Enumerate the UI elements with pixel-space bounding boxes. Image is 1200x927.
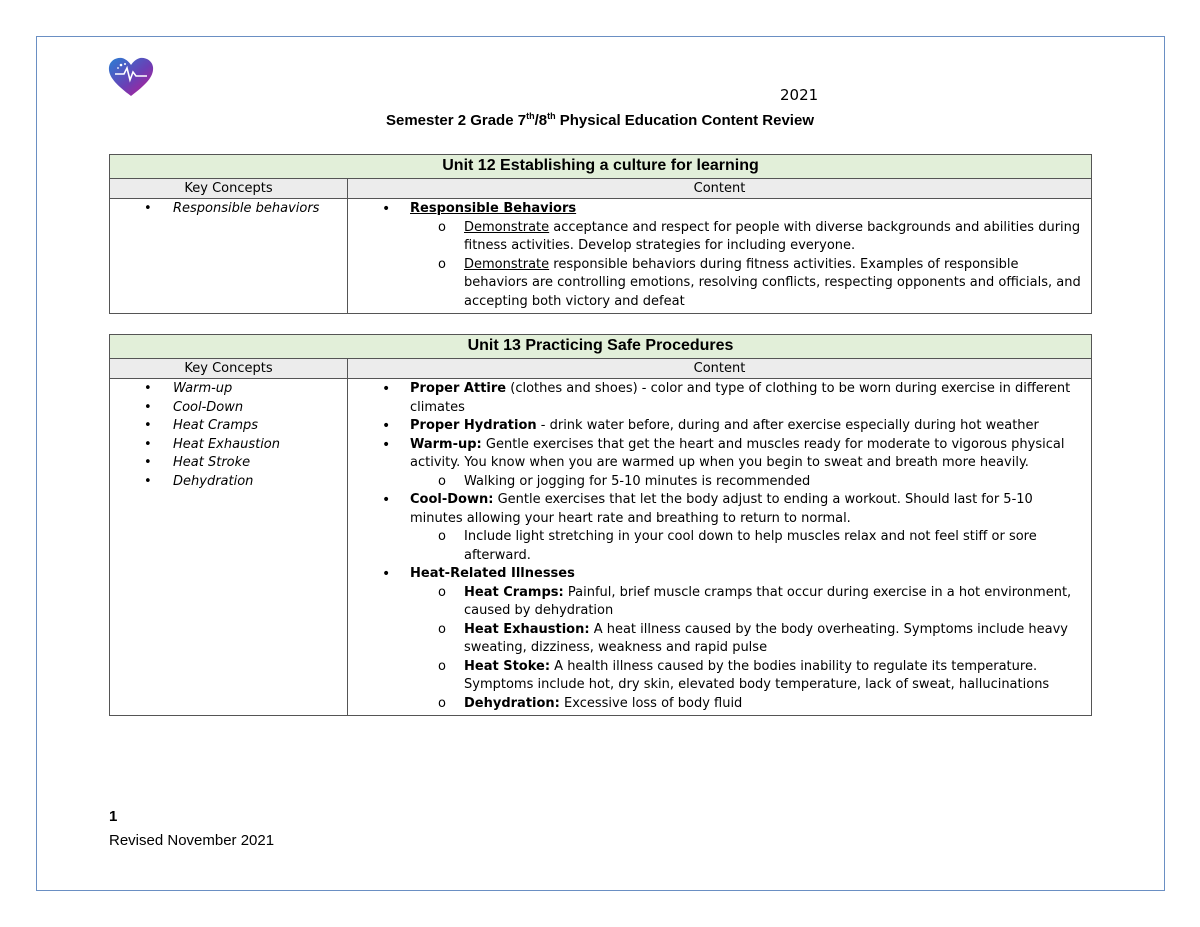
key-concepts-header: Key Concepts [110,179,348,199]
unit-12-key-concepts [110,199,348,314]
year-label: 2021 [780,86,819,104]
sub-item: o Walking or jogging for 5-10 minutes is recommended [438,473,1085,492]
sub-item: o Demonstrate acceptance and respect for people with diverse backgrounds and abilities during fitness activities. Develop strategies for including everyone. [438,219,1085,256]
content-item: • Proper Hydration - drink water before, during and after exercise especially during hot weather [382,417,1085,436]
sub-item: o Include light stretching in your cool down to help muscles relax and not feel stiff or sore afterward. [438,528,1085,565]
unit-13-table [109,334,1092,716]
unit-12-table [109,154,1092,314]
key-concept-item: • Responsible behaviors [144,200,347,219]
document-title: Semester 2 Grade 7th/8th Physical Education Content Review [385,111,814,129]
responsible-behaviors-heading: Responsible Behaviors [410,201,577,216]
heart-logo-icon [107,56,155,98]
unit-12-content [348,199,1092,314]
page-number: 1 [109,808,118,825]
unit-13-title: Unit 13 Practicing Safe Procedures [110,335,1092,359]
key-concept-item: • Heat Exhaustion [144,436,347,455]
key-concept-item: • Cool-Down [144,399,347,418]
content-item: • Proper Attire (clothes and shoes) - color and type of clothing to be worn during exercise in different climates [382,380,1085,417]
content-header: Content [348,179,1092,199]
unit-12-title: Unit 12 Establishing a culture for learning [110,155,1092,179]
content-item [382,200,1085,311]
unit-13-content [348,379,1092,716]
key-concept-item: • Dehydration [144,473,347,492]
key-concepts-header: Key Concepts [110,359,348,379]
sub-item: o Heat Exhaustion: A heat illness caused by the body overheating. Symptoms include heavy sweating, dizziness, weakness and rapid pulse [438,621,1085,658]
content-item: • Warm-up: Gentle exercises that get the heart and muscles ready for moderate to vigorous physical activity. You know when you are warmed up when you begin to sweat and breath more heavily. o Walking or jogging for 5-10 minutes is recommended [382,436,1085,492]
revised-date: Revised November 2021 [109,832,275,849]
sub-item: o Heat Stoke: A health illness caused by the bodies inability to regulate its temperature. Symptoms include hot, dry skin, elevated body temperature, lack of sweat, hallucinations [438,658,1085,695]
sub-item: o Dehydration: Excessive loss of body fluid [438,695,1085,714]
sub-item: o Demonstrate responsible behaviors during fitness activities. Examples of responsible behaviors are controlling emotions, resolving conflicts, respecting opponents and officials, and accepting both victory and defeat [438,256,1085,312]
sub-item: o Heat Cramps: Painful, brief muscle cramps that occur during exercise in a hot environment, caused by dehydration [438,584,1085,621]
unit-13-key-concepts [110,379,348,716]
content-header: Content [348,359,1092,379]
key-concept-item: • Heat Cramps [144,417,347,436]
key-concept-item: • Heat Stroke [144,454,347,473]
content-item: • Cool-Down: Gentle exercises that let the body adjust to ending a workout. Should last for 5-10 minutes allowing your heart rate and breathing to return to normal. o Include light stretching in your cool down to help muscles relax and not feel stiff or sore afterward. [382,491,1085,565]
key-concept-item: • Warm-up [144,380,347,399]
content-item: • Heat-Related Illnesses o Heat Cramps: Painful, brief muscle cramps that occur during exercise in a hot environment, caused by dehydration o Heat Exhaustion: A heat illness caused by the body overheating. Symptoms include heavy sweating, dizziness, weakness and rapid pulse o Heat Stoke: A health illness caused by the bodies inability to regulate its temperature. Symptoms include hot, dry skin, elevated body temperature, lack of sweat, hallucinations o Dehydration: Excessive loss of body fluid [382,565,1085,713]
